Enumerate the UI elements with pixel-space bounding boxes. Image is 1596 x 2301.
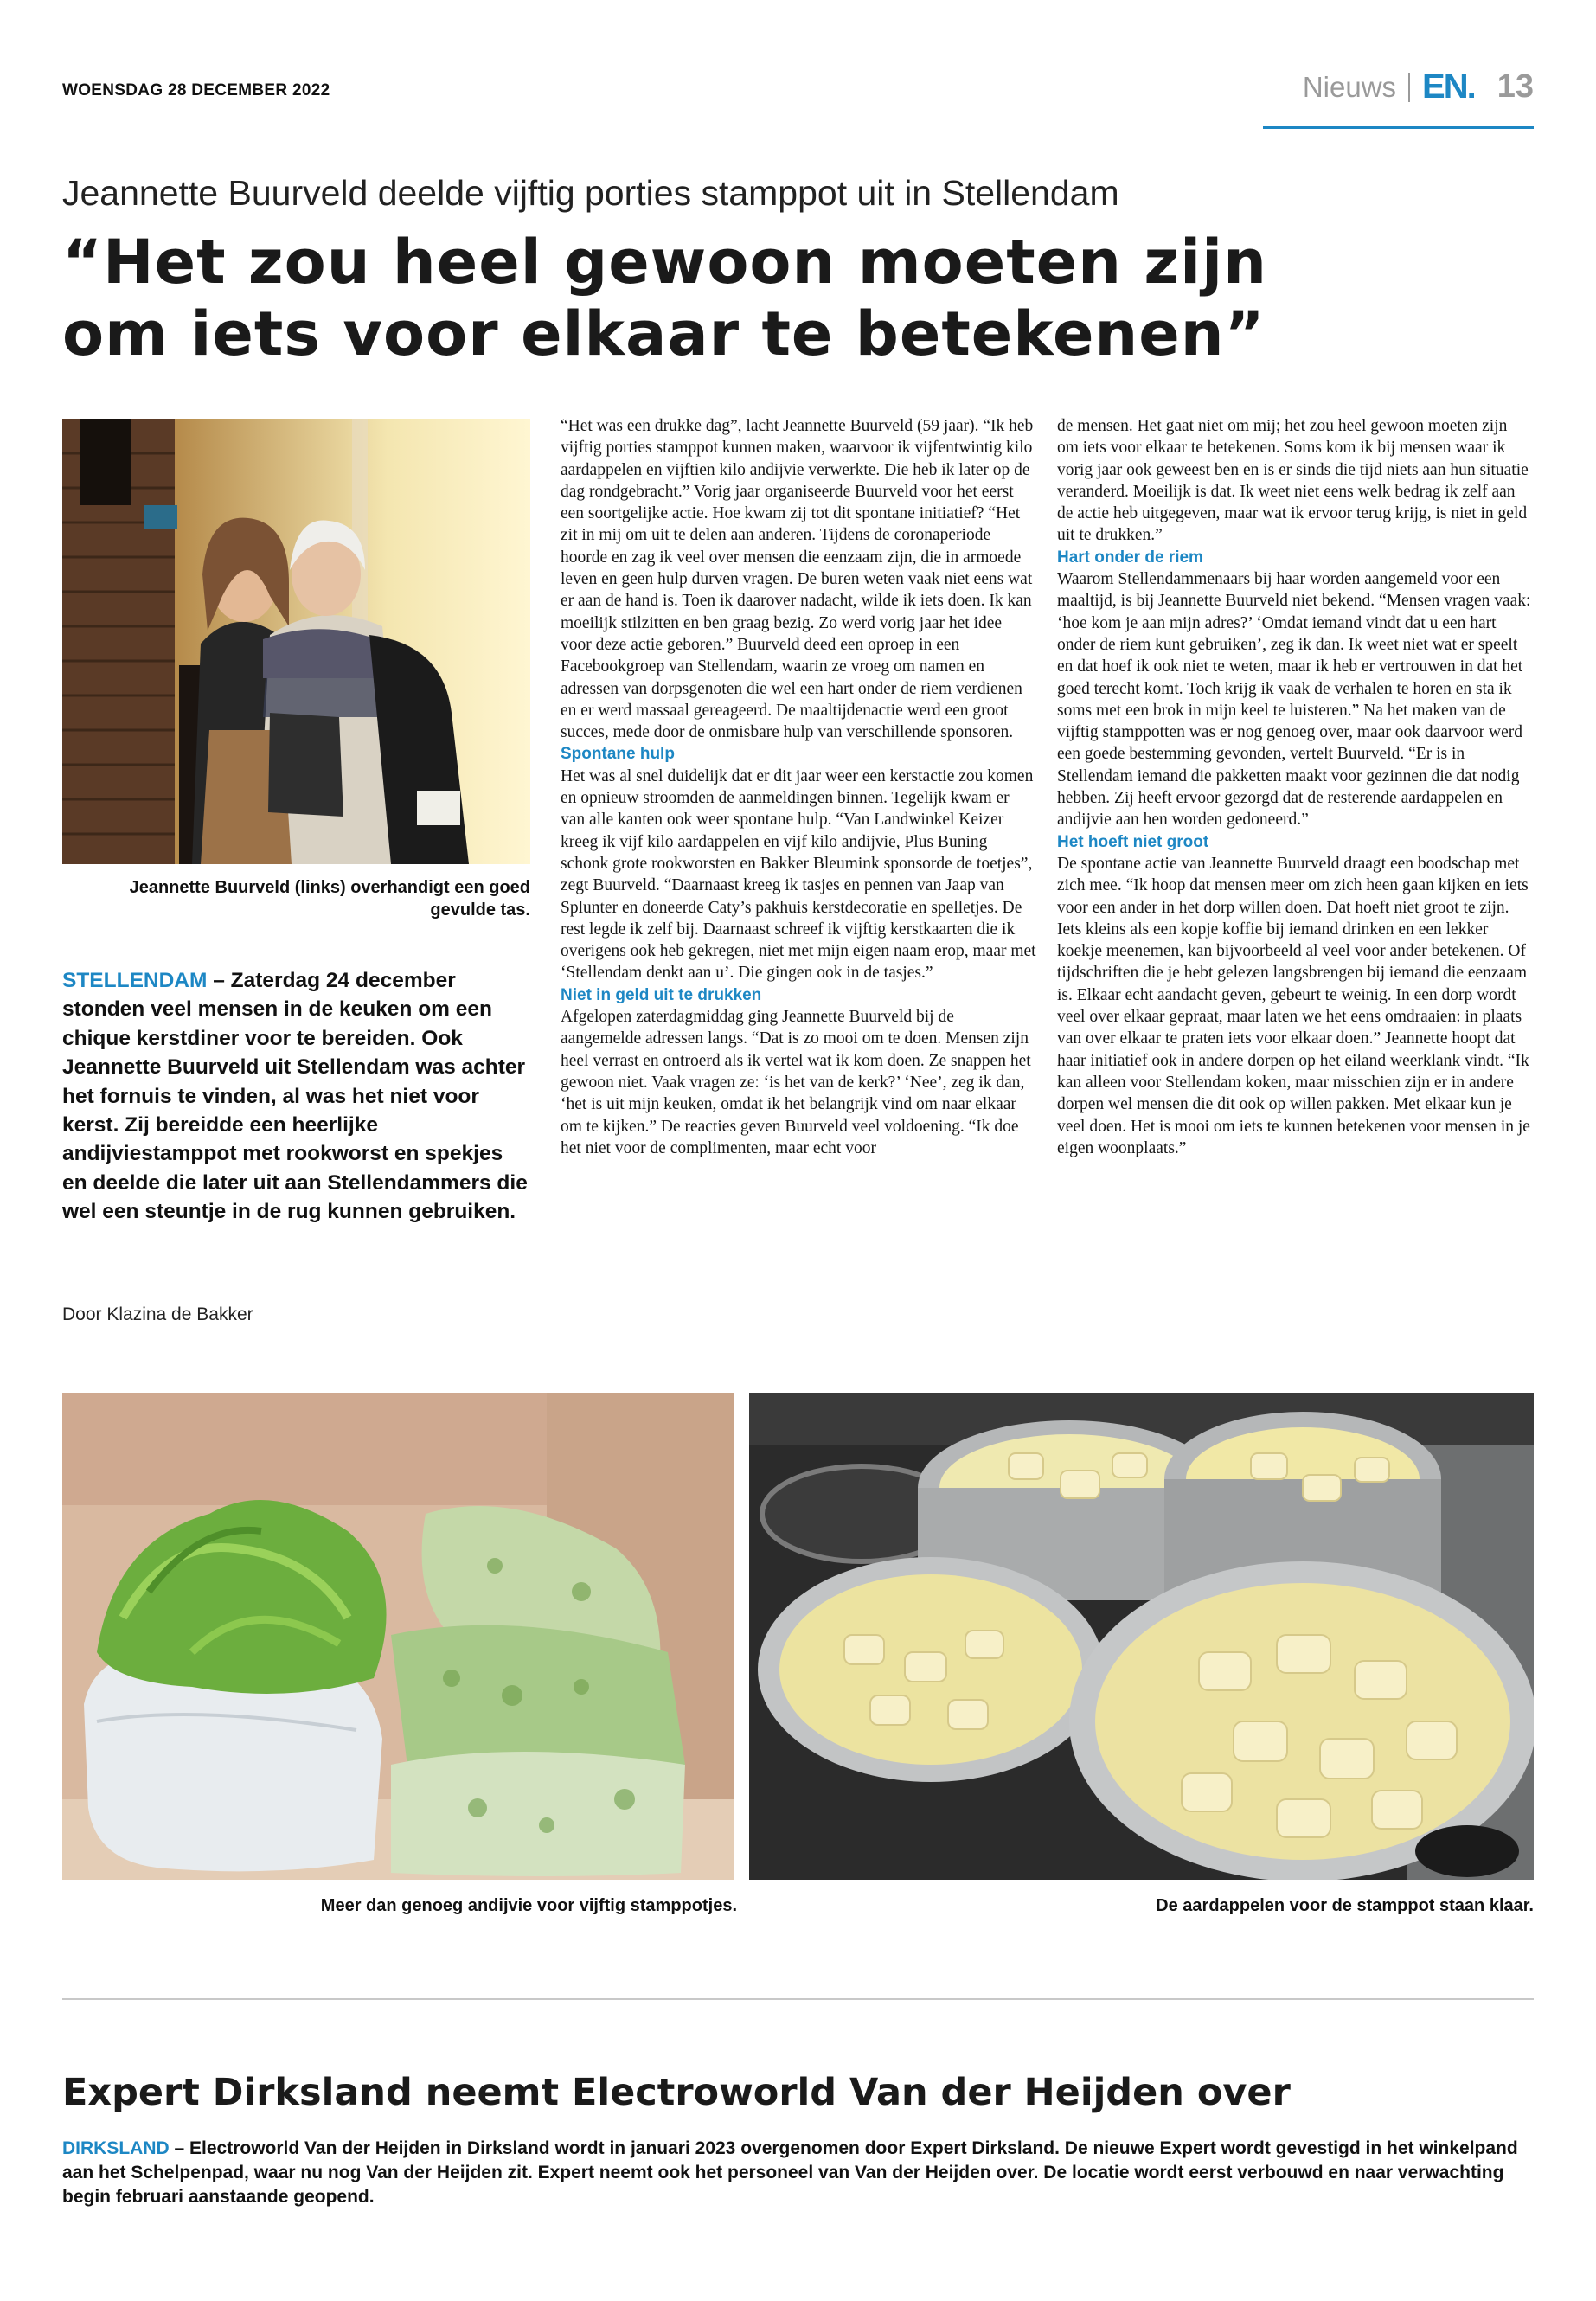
article-headline [62, 227, 1533, 370]
col3-paragraph-3: De spontane actie van Jeannette Buurveld draagt een boodschap met zich mee. “Ik hoop dat mensen meer om zich heen gaan kijken en iets voor een ander in het dorp willen doen. Dat hoeft niet groot te zijn. Iets kleins als een kopje koffie bij iemand drinken en een lekker koekje meenemen, kan bijvoorbeeld al veel voor ander betekenen. Of tijdschriften die je hebt gelezen langsbrengen bij iemand die eenzaam is. Elkaar echt aandacht geven, gebeurt te weinig. In een dorp wordt veel over elkaar gepraat, maar laten we het eens omdraaien: in plaats van over elkaar te praten iets voor elkaar doen.” Jeannette hoopt dat haar initiatief ook in andere dorpen op het eiland weerklank vindt. “Ik kan alleen voor Stellendam koken, maar misschien zijn er in andere dorpen wel mensen die dit ook op willen pakken. Met elkaar kun je veel doen. Het is mooi om iets te kunnen betekenen voor mensen in je eigen woonplaats.” [1057, 854, 1530, 1157]
col2-paragraph-3: Afgelopen zaterdagmiddag ging Jeannette Buurveld bij de aangemelde adressen langs. “Dat is zo mooi om te doen. Mensen zijn heel verrast en ontroerd als ik vertel wat ik kom doen. Ze snappen het gewoon niet. Vaak vragen ze: ‘is het van de kerk?’ ‘Nee’, zeg ik dan, ‘het is uit mijn keuken, omdat ik het belangrijk vind om naar elkaar om te kijken.” De reacties geven Buurveld veel voldoening. “Ik doe het niet voor de complimenten, maar echt voor [561, 1008, 1031, 1157]
photo1-caption: Jeannette Buurveld (links) overhandigt een goed gevulde tas. [129, 878, 530, 920]
lead-text: – Zaterdag 24 december stonden veel mensen in de keuken om een chique kerstdiner voor te bereiden. Ook Jeannette Buurveld uit Stellendam was achter het fornuis te vinden, al was het niet voor kerst. Zij bereidde een heerlijke andijviestamppot met rookworst en spekjes en deelde die later uit aan Stellendammers die wel een steuntje in de rug kunnen gebruiken. [62, 969, 528, 1224]
article-lead [62, 966, 529, 1227]
headline-line-2: om iets voor elkaar te betekenen” [62, 298, 1266, 369]
brief-text: – Electroworld Van der Heijden in Dirksland wordt in januari 2023 overgenomen door Expert Dirksland. De nieuwe Expert wordt gevestigd in het winkelpand aan het Schelpenpad, waar nu nog Van der Heijden zit. Expert neemt ook het personeel van Van der Heijden over. De locatie wordt eerst verbouwd en naar verwachting begin februari aanstaande geopend. [62, 2138, 1518, 2207]
photo2-caption [62, 1894, 737, 1917]
col2-paragraph-1: “Het was een drukke dag”, lacht Jeannette Buurveld (59 jaar). “Ik heb vijftig porties stamppot kunnen maken, waarvoor ik vijfentwintig kilo aardappelen en vijftien kilo andijvie verwerkte. Die heb ik later op de dag rondgebracht.” Vorig jaar organiseerde Buurveld voor het eerst een soortgelijke actie. Hoe kwam zij tot dit spontane initiatief? “Het zit in mij om uit te delen aan anderen. Tijdens de coronaperiode hoorde en zag ik veel over mensen die eenzaam zijn, die in armoede leven en geen hulp durven vragen. De buren weten vaak niet eens wat er aan de hand is. Toen ik daarover nadacht, wilde ik iets doen. Ik kan moeilijk stilzitten en ben graag bezig. Zo werd vorig jaar het idee voor deze actie geboren.” Buurveld deed een oproep in een Facebookgroep van Stellendam, waarin ze vroeg om namen en adressen van dorpsgenoten die wel een hart onder de riem verdienen en er werd massaal gereageerd. De maaltijdenactie werd een groot succes, mede door de onmisbare hulp van verschillende sponsoren. [561, 417, 1034, 742]
subhead-het-hoeft-niet-groot: Het hoeft niet groot [1057, 832, 1209, 851]
headline-line-1: “Het zou heel gewoon moeten zijn [62, 227, 1267, 298]
section-divider [62, 1998, 1534, 2000]
photo3-caption: De aardappelen voor de stamppot staan klaar. [1156, 1896, 1534, 1915]
lead-dateline: STELLENDAM [62, 969, 208, 992]
col3-paragraph-2: Waarom Stellendammenaars bij haar worden aangemeld voor een maaltijd, is bij Jeannette Buurveld niet bekend. “Mensen vragen vaak: ‘hoe kom je aan mijn adres?’ ‘Omdat iemand vindt dat u een hart onder de riem kunt gebruiken’, zeg ik dan. Ik weet niet wat er speelt en dat hoef ik ook niet te weten, maar ik heb er vertrouwen in dat het goed terecht komt. Toch krijg ik vaak de verhalen te horen en sta ik soms met een brok in mijn keel te luisteren.” Na het maken van de vijftig stamppotten was er nog genoeg over, maar ook daarvoor werd een goede bestemming gevonden, vertelt Buurveld. “Er is in Stellendam iemand die pakketten maakt voor gezinnen die dat nodig hebben. Zij heeft ervoor gezorgd dat de resterende aardappelen en andijvie aan hen worden gedoneerd.” [1057, 570, 1531, 830]
photo-women-at-door-image [62, 419, 530, 864]
photo2-caption-text: Meer dan genoeg andijvie voor vijftig stamppotjes. [320, 1896, 737, 1915]
photo-endive-image [62, 1393, 734, 1880]
masthead-rule [1263, 126, 1534, 129]
photo-women-at-door [62, 419, 530, 864]
newspaper-logo: EN. [1422, 67, 1475, 106]
page-number: 13 [1497, 68, 1534, 105]
brief-body [62, 2137, 1533, 2209]
brief-dateline: DIRKSLAND [62, 2138, 170, 2158]
section-label: Nieuws [1302, 70, 1397, 103]
masthead-divider [1408, 73, 1410, 102]
subhead-niet-in-geld: Niet in geld uit te drukken [561, 985, 762, 1004]
subhead-hart-onder-de-riem: Hart onder de riem [1057, 548, 1203, 567]
col2-paragraph-2: Het was al snel duidelijk dat er dit jaar weer een kerstactie zou komen en opnieuw stroomden de aanmeldingen binnen. Tegelijk kwam er van alle kanten ook weer spontane hulp. “Van Landwinkel Keizer kreeg ik vijf kilo aardappelen en vijf kilo andijvie, Plus Buning schonk grote rookworsten en Bakker Bleumink sponsorde de toetjes”, zegt Buurveld. “Daarnaast kreeg ik tasjes en pennen van Jaap van Splunter en doneerde Caty’s pakhuis kerstdecoratie en spelletjes. De rest legde ik zelf bij. Daarnaast schreef ik vijftig kerstkaarten die ik overigens ook heb gekregen, niet met mijn eigen naam erop, maar met ‘Stellendam denkt aan u’. Die gingen ook in de tasjes.” [561, 766, 1036, 983]
article-column-3 [1057, 415, 1533, 1159]
masthead-right [1303, 67, 1534, 106]
col3-paragraph-1: de mensen. Het gaat niet om mij; het zou heel gewoon moeten zijn om iets voor elkaar te betekenen. Soms kom ik bij mensen waar ik vorig jaar ook geweest ben en is er sinds die tijd niets aan hun situatie veranderd. Moeilijk is dat. Ik weet niet eens welk bedrag ik zelf aan de actie heb uitgegeven, maar wat ik ervoor terug krijg, is niet in geld uit te drukken.” [1057, 417, 1529, 545]
article-byline: Door Klazina de Bakker [62, 1304, 253, 1324]
photo-potato-pans [749, 1393, 1534, 1880]
subhead-spontane-hulp: Spontane hulp [561, 745, 675, 764]
article-column-2 [561, 415, 1036, 1159]
photo-endive [62, 1393, 734, 1880]
issue-date: WOENSDAG 28 DECEMBER 2022 [62, 81, 330, 99]
article-kicker: Jeannette Buurveld deelde vijftig porties stamppot uit in Stellendam [62, 173, 1119, 213]
photo-potato-pans-image [749, 1393, 1534, 1880]
brief-headline: Expert Dirksland neemt Electroworld Van der Heijden over [62, 2071, 1291, 2114]
